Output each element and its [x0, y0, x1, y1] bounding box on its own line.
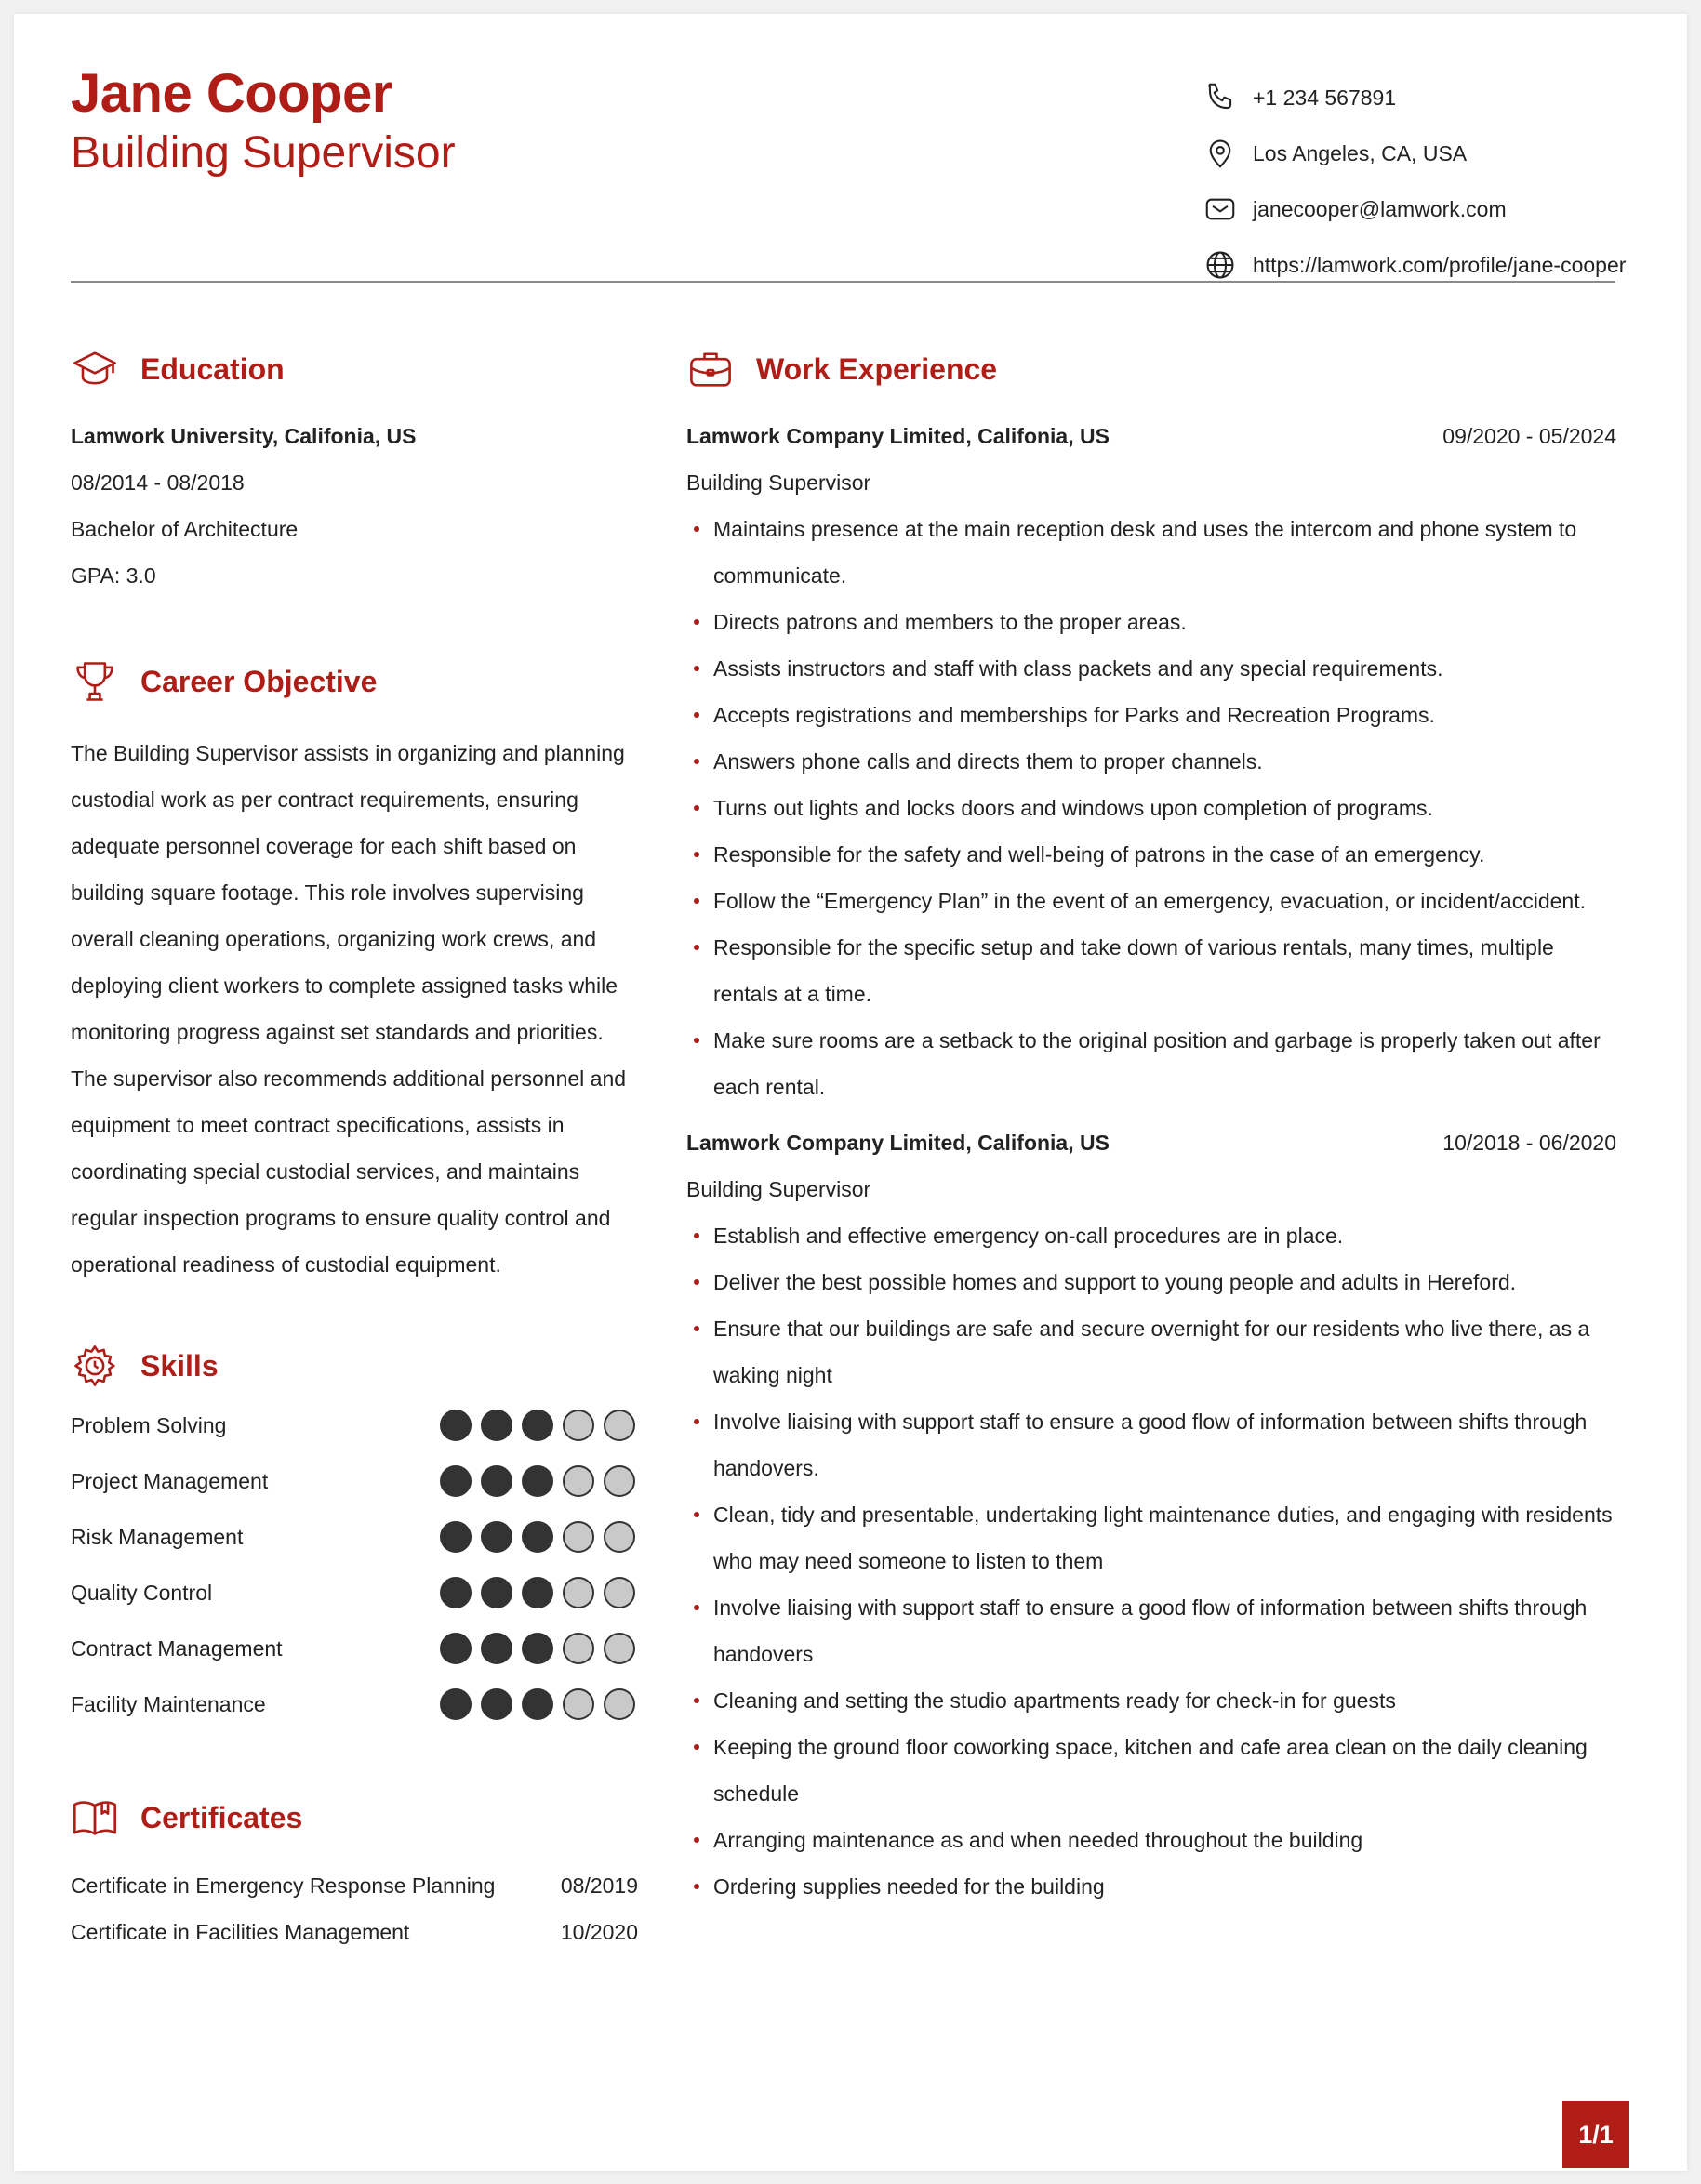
rating-dot-empty [563, 1633, 594, 1664]
certificates-heading: Certificates [71, 1794, 302, 1842]
skill-row [71, 1463, 638, 1500]
job-company: Lamwork Company Limited, Califonia, US [686, 424, 1110, 448]
website-link[interactable]: https://lamwork.com/profile/jane-cooper [1253, 252, 1627, 277]
job-bullets [686, 1212, 1616, 1910]
rating-dot-filled [522, 1410, 553, 1441]
mail-icon [1203, 192, 1238, 227]
job-bullet: Establish and effective emergency on-call procedures are in place. [686, 1212, 1616, 1259]
education-degree: Bachelor of Architecture [71, 517, 299, 541]
skills-heading: Skills [71, 1342, 219, 1390]
certificate-row [71, 1920, 638, 1945]
education-school: Lamwork University, Califonia, US [71, 424, 417, 448]
job-bullet: Involve liaising with support staff to ensure a good flow of information between shifts through handovers [686, 1584, 1616, 1677]
certificate-row [71, 1873, 638, 1899]
rating-dot-empty [604, 1521, 635, 1553]
open-book-icon [71, 1794, 119, 1842]
rating-dot-empty [604, 1688, 635, 1720]
skill-rating [440, 1410, 635, 1441]
header-divider [71, 281, 1615, 283]
rating-dot-filled [440, 1688, 472, 1720]
skill-rating [440, 1465, 635, 1497]
rating-dot-filled [522, 1688, 553, 1720]
experience-heading: Work Experience [686, 345, 997, 393]
skill-rating [440, 1688, 635, 1720]
job-bullet: Make sure rooms are a setback to the original position and garbage is properly taken out after each rental. [686, 1017, 1616, 1110]
page-indicator[interactable]: 1/1 [1562, 2101, 1629, 2168]
certificate-date: 10/2020 [560, 1920, 638, 1944]
contact-phone [1203, 70, 1626, 126]
certificate-name: Certificate in Facilities Management [71, 1920, 410, 1944]
job-bullet: Cleaning and setting the studio apartments ready for check-in for guests [686, 1677, 1616, 1724]
gear-icon [71, 1342, 119, 1390]
rating-dot-filled [481, 1577, 512, 1608]
skill-row [71, 1630, 638, 1667]
rating-dot-empty [563, 1521, 594, 1553]
rating-dot-empty [604, 1577, 635, 1608]
contact-location [1203, 126, 1626, 181]
job-role: Building Supervisor [686, 470, 871, 495]
skill-name: Problem Solving [71, 1412, 227, 1437]
location-text: Los Angeles, CA, USA [1253, 140, 1468, 165]
skill-row [71, 1518, 638, 1555]
rating-dot-filled [522, 1521, 553, 1553]
job-header [686, 424, 1616, 449]
phone-icon [1203, 80, 1238, 115]
skill-rating [440, 1577, 635, 1608]
graduation-cap-icon [71, 345, 119, 393]
rating-dot-filled [440, 1633, 472, 1664]
email-address[interactable]: janecooper@lamwork.com [1253, 196, 1507, 221]
skill-row [71, 1686, 638, 1723]
trophy-icon [71, 657, 119, 706]
rating-dot-empty [563, 1465, 594, 1497]
certificate-date: 08/2019 [560, 1873, 638, 1898]
skill-row [71, 1407, 638, 1444]
objective-text: The Building Supervisor assists in organizing and planning custodial work as per contract requirements, ensuring adequate personnel coverage for each shift based on building square footage. This role involves supervising overall cleaning operations, organizing work crews, and deploying client workers to complete assigned tasks while monitoring progress against set standards and priorities. The supervisor also recommends additional personnel and equipment to meet contract specifications, assists in coordinating special custodial services, and maintains regular inspection programs to ensure quality control and operational readiness of custodial equipment. [71, 741, 627, 1277]
education-gpa: GPA: 3.0 [71, 563, 156, 588]
rating-dot-empty [563, 1688, 594, 1720]
skill-name: Project Management [71, 1468, 269, 1493]
job-bullet: Maintains presence at the main reception desk and uses the intercom and phone system to communicate. [686, 506, 1616, 599]
contact-email [1203, 181, 1626, 237]
resume-page [14, 14, 1687, 2171]
rating-dot-filled [481, 1521, 512, 1553]
skill-row [71, 1574, 638, 1611]
skill-name: Contract Management [71, 1635, 283, 1661]
job-bullet: Involve liaising with support staff to ensure a good flow of information between shifts through handovers. [686, 1398, 1616, 1491]
job-bullet: Turns out lights and locks doors and windows upon completion of programs. [686, 785, 1616, 831]
job-bullet: Ensure that our buildings are safe and secure overnight for our residents who live there, as a waking night [686, 1305, 1616, 1398]
job-bullet: Accepts registrations and memberships for Parks and Recreation Programs. [686, 692, 1616, 738]
job-bullet: Directs patrons and members to the proper areas. [686, 599, 1616, 645]
rating-dot-filled [481, 1465, 512, 1497]
rating-dot-empty [604, 1465, 635, 1497]
briefcase-icon [686, 345, 735, 393]
rating-dot-filled [481, 1633, 512, 1664]
job-role: Building Supervisor [686, 1177, 871, 1201]
rating-dot-empty [604, 1633, 635, 1664]
job-bullet: Deliver the best possible homes and support to young people and adults in Hereford. [686, 1259, 1616, 1305]
phone-number: +1 234 567891 [1253, 85, 1397, 110]
job-dates: 10/2018 - 06/2020 [1442, 1131, 1616, 1155]
job-dates: 09/2020 - 05/2024 [1442, 424, 1616, 448]
job-bullet: Keeping the ground floor coworking space, kitchen and cafe area clean on the daily cleaning schedule [686, 1724, 1616, 1817]
rating-dot-filled [481, 1410, 512, 1441]
job-header [686, 1131, 1616, 1156]
job-bullets [686, 506, 1616, 1110]
job-bullet: Responsible for the safety and well-being of patrons in the case of an emergency. [686, 831, 1616, 878]
job-bullet: Clean, tidy and presentable, undertaking light maintenance duties, and engaging with residents who may need someone to listen to them [686, 1491, 1616, 1584]
education-heading: Education [71, 345, 285, 393]
job-company: Lamwork Company Limited, Califonia, US [686, 1131, 1110, 1155]
certificate-name: Certificate in Emergency Response Planning [71, 1873, 496, 1898]
rating-dot-empty [563, 1410, 594, 1441]
rating-dot-empty [563, 1577, 594, 1608]
job-bullet: Answers phone calls and directs them to proper channels. [686, 738, 1616, 785]
education-dates: 08/2014 - 08/2018 [71, 470, 245, 495]
contact-website [1203, 237, 1626, 293]
contact-list [1203, 70, 1626, 293]
skill-name: Quality Control [71, 1580, 213, 1605]
objective-heading: Career Objective [71, 657, 377, 706]
skill-rating [440, 1521, 635, 1553]
rating-dot-filled [440, 1410, 472, 1441]
rating-dot-empty [604, 1410, 635, 1441]
rating-dot-filled [522, 1577, 553, 1608]
job-bullet: Responsible for the specific setup and take down of various rentals, many times, multiple rentals at a time. [686, 924, 1616, 1017]
job-bullet: Ordering supplies needed for the building [686, 1863, 1616, 1910]
rating-dot-filled [440, 1465, 472, 1497]
globe-icon [1203, 247, 1238, 283]
skill-name: Risk Management [71, 1524, 244, 1549]
rating-dot-filled [522, 1633, 553, 1664]
job-bullet: Assists instructors and staff with class packets and any special requirements. [686, 645, 1616, 692]
job-bullet: Follow the “Emergency Plan” in the event of an emergency, evacuation, or incident/accident. [686, 878, 1616, 924]
job-bullet: Arranging maintenance as and when needed throughout the building [686, 1817, 1616, 1863]
candidate-title: Building Supervisor [71, 128, 456, 178]
location-pin-icon [1203, 136, 1238, 171]
rating-dot-filled [522, 1465, 553, 1497]
skill-name: Facility Maintenance [71, 1691, 266, 1716]
rating-dot-filled [440, 1577, 472, 1608]
rating-dot-filled [440, 1521, 472, 1553]
rating-dot-filled [481, 1688, 512, 1720]
skill-rating [440, 1633, 635, 1664]
candidate-name: Jane Cooper [71, 63, 392, 124]
